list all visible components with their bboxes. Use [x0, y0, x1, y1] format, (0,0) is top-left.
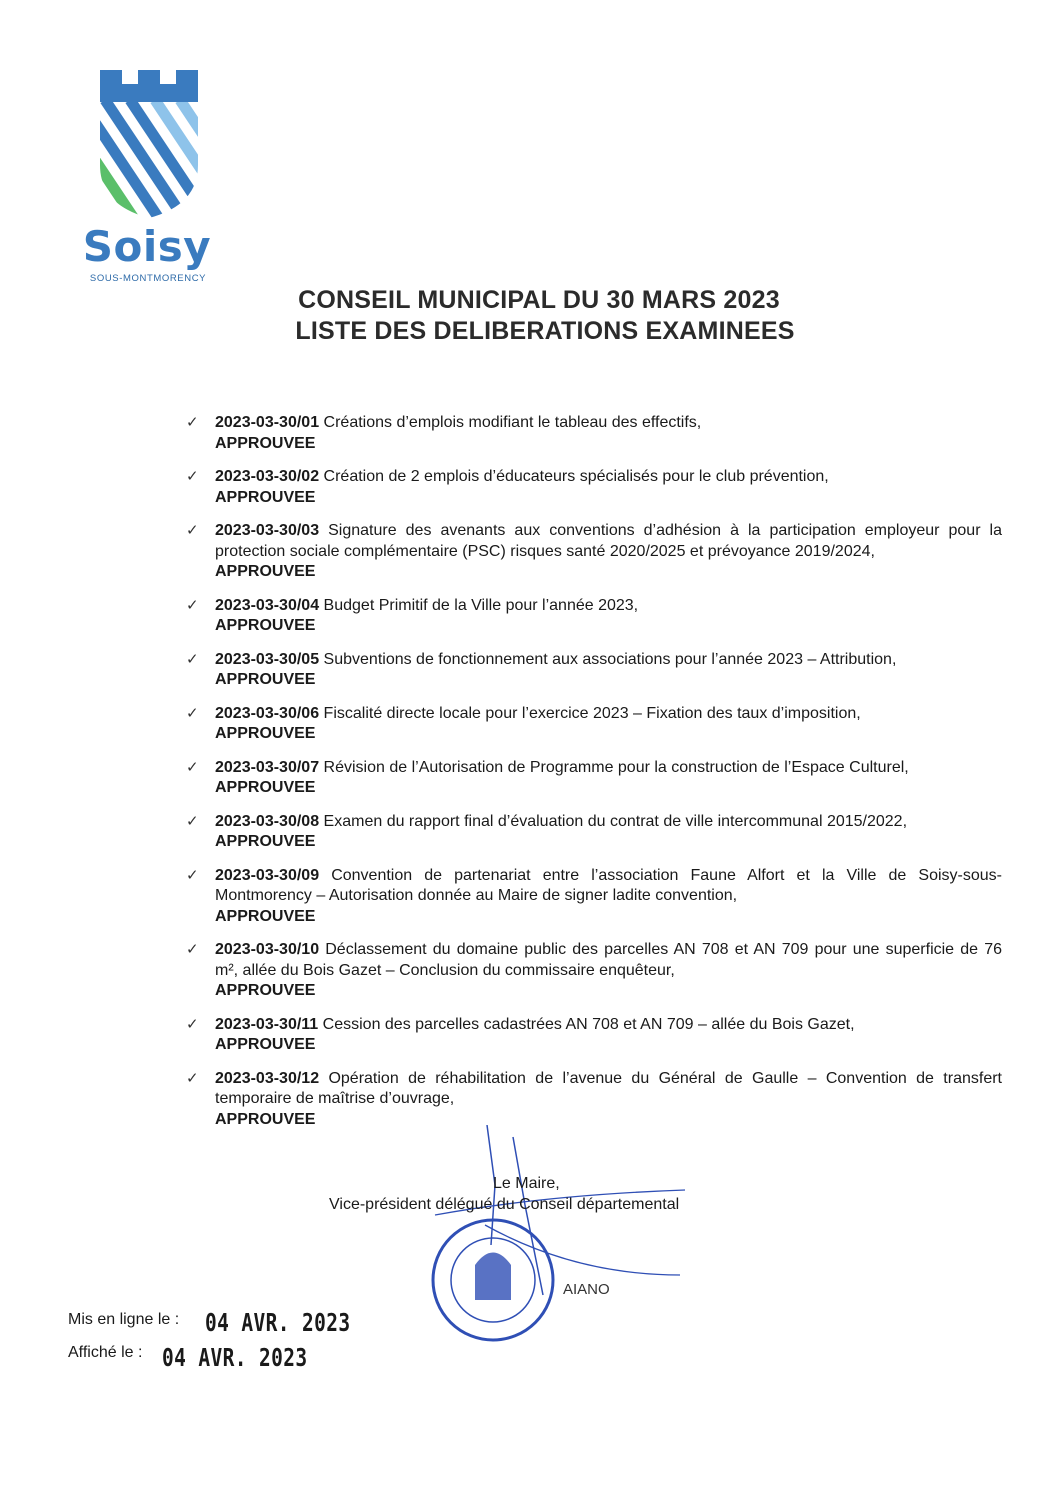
deliberation-status: APPROUVEE — [215, 434, 316, 452]
check-icon: ✓ — [186, 704, 199, 722]
deliberation-description: Subventions de fonctionnement aux associations pour l’année 2023 – Attribution, — [323, 650, 897, 668]
deliberation-code: 2023-03-30/05 — [215, 650, 320, 668]
deliberation-code: 2023-03-30/01 — [215, 414, 320, 431]
logo-subtitle: SOUS-MONTMORENCY — [89, 273, 207, 284]
deliberation-code: 2023-03-30/08 — [215, 812, 320, 830]
deliberation-item — [186, 866, 1002, 928]
check-icon: ✓ — [186, 650, 199, 668]
deliberation-item — [186, 1015, 1002, 1056]
deliberation-description: Budget Primitif de la Ville pour l’année 2023, — [323, 596, 639, 614]
deliberation-text — [215, 521, 1002, 562]
deliberation-status: APPROUVEE — [215, 725, 316, 742]
deliberation-item — [186, 812, 1002, 853]
deliberation-text — [215, 812, 1002, 833]
check-icon: ✓ — [186, 866, 199, 884]
deliberation-status: APPROUVEE — [215, 982, 316, 999]
deliberation-item — [186, 650, 1002, 691]
logo-name: Soisy — [82, 222, 212, 271]
posted-label: Affiché le : — [68, 1344, 143, 1361]
deliberation-text — [215, 596, 1002, 617]
deliberation-text — [215, 1015, 1002, 1036]
official-stamp-icon — [425, 1125, 705, 1355]
check-icon: ✓ — [186, 414, 199, 431]
deliberation-text — [215, 467, 1002, 488]
deliberation-item — [186, 521, 1002, 583]
castle-tower-icon — [100, 70, 198, 220]
deliberation-description: Fiscalité directe locale pour l’exercice 2023 – Fixation des taux d’imposition, — [323, 704, 861, 722]
deliberation-text — [215, 704, 1002, 725]
deliberation-code: 2023-03-30/12 — [215, 1069, 320, 1087]
deliberation-text — [215, 758, 1002, 779]
deliberation-status: APPROUVEE — [215, 488, 316, 506]
deliberation-status: APPROUVEE — [215, 563, 316, 580]
deliberation-status: APPROUVEE — [215, 779, 316, 796]
deliberation-text — [215, 413, 1002, 434]
deliberation-item — [186, 758, 1002, 799]
deliberation-item — [186, 1069, 1002, 1131]
deliberation-description: Opération de réhabilitation de l’avenue du Général de Gaulle – Convention de transfert temporaire de maîtrise d’ouvrage, — [215, 1069, 1002, 1107]
deliberation-item — [186, 940, 1002, 1002]
deliberations-list — [186, 413, 1002, 1143]
online-label: Mis en ligne le : — [68, 1311, 180, 1328]
soisy-logo — [78, 70, 218, 290]
deliberation-status: APPROUVEE — [215, 671, 316, 688]
deliberation-status: APPROUVEE — [215, 907, 316, 925]
deliberation-status: APPROUVEE — [215, 617, 316, 634]
deliberation-status: APPROUVEE — [215, 1036, 316, 1053]
deliberation-text — [215, 866, 1002, 907]
signature-role: Vice-président délégué du Conseil départemental — [329, 1196, 680, 1213]
posted-date-stamp: 04 AVR. 2023 — [162, 1343, 308, 1372]
deliberation-status: APPROUVEE — [215, 1110, 316, 1128]
deliberation-description: Création de 2 emplois d’éducateurs spécialisés pour le club prévention, — [323, 468, 829, 485]
check-icon: ✓ — [186, 941, 199, 958]
deliberation-item — [186, 467, 1002, 508]
check-icon: ✓ — [186, 596, 199, 614]
deliberation-status: APPROUVEE — [215, 833, 316, 850]
page-subtitle: LISTE DES DELIBERATIONS EXAMINEES — [295, 317, 795, 345]
check-icon: ✓ — [186, 812, 199, 830]
deliberation-description: Signature des avenants aux conventions d’adhésion à la participation employeur pour la protection sociale complémentaire (PSC) risques santé 2020/2025 et prévoyance 2019/2024, — [215, 522, 1002, 560]
deliberation-item — [186, 413, 1002, 454]
check-icon: ✓ — [186, 468, 199, 485]
deliberation-text — [215, 940, 1002, 981]
deliberation-code: 2023-03-30/07 — [215, 758, 320, 776]
deliberation-description: Examen du rapport final d’évaluation du contrat de ville intercommunal 2015/2022, — [323, 812, 908, 830]
page-title: CONSEIL MUNICIPAL DU 30 MARS 2023 — [298, 286, 780, 314]
deliberation-code: 2023-03-30/09 — [215, 866, 320, 884]
deliberation-code: 2023-03-30/11 — [215, 1015, 319, 1033]
deliberation-description: Créations d’emplois modifiant le tableau des effectifs, — [323, 414, 702, 431]
deliberation-description: Révision de l’Autorisation de Programme pour la construction de l’Espace Culturel, — [323, 758, 909, 776]
deliberation-text — [215, 650, 1002, 671]
deliberation-description: Convention de partenariat entre l’association Faune Alfort et la Ville de Soisy-sous-Montmorency – Autorisation donnée au Maire de signer ladite convention, — [215, 866, 1002, 904]
deliberation-code: 2023-03-30/02 — [215, 468, 320, 485]
check-icon: ✓ — [186, 758, 199, 776]
check-icon: ✓ — [186, 1069, 199, 1087]
deliberation-item — [186, 596, 1002, 637]
deliberation-code: 2023-03-30/03 — [215, 522, 320, 539]
deliberation-code: 2023-03-30/06 — [215, 704, 320, 722]
check-icon: ✓ — [186, 1015, 199, 1033]
deliberation-item — [186, 704, 1002, 745]
signature-mayor: Le Maire, — [493, 1175, 560, 1192]
deliberation-description: Cession des parcelles cadastrées AN 708 et AN 709 – allée du Bois Gazet, — [322, 1015, 855, 1033]
deliberation-code: 2023-03-30/04 — [215, 596, 320, 614]
deliberation-text — [215, 1069, 1002, 1110]
deliberation-code: 2023-03-30/10 — [215, 941, 320, 958]
check-icon: ✓ — [186, 522, 199, 539]
online-date-stamp: 04 AVR. 2023 — [205, 1308, 351, 1337]
signature-name: AIANO — [563, 1281, 610, 1298]
deliberation-description: Déclassement du domaine public des parcelles AN 708 et AN 709 pour une superficie de 76 m², allée du Bois Gazet – Conclusion du commissaire enquêteur, — [215, 941, 1002, 979]
